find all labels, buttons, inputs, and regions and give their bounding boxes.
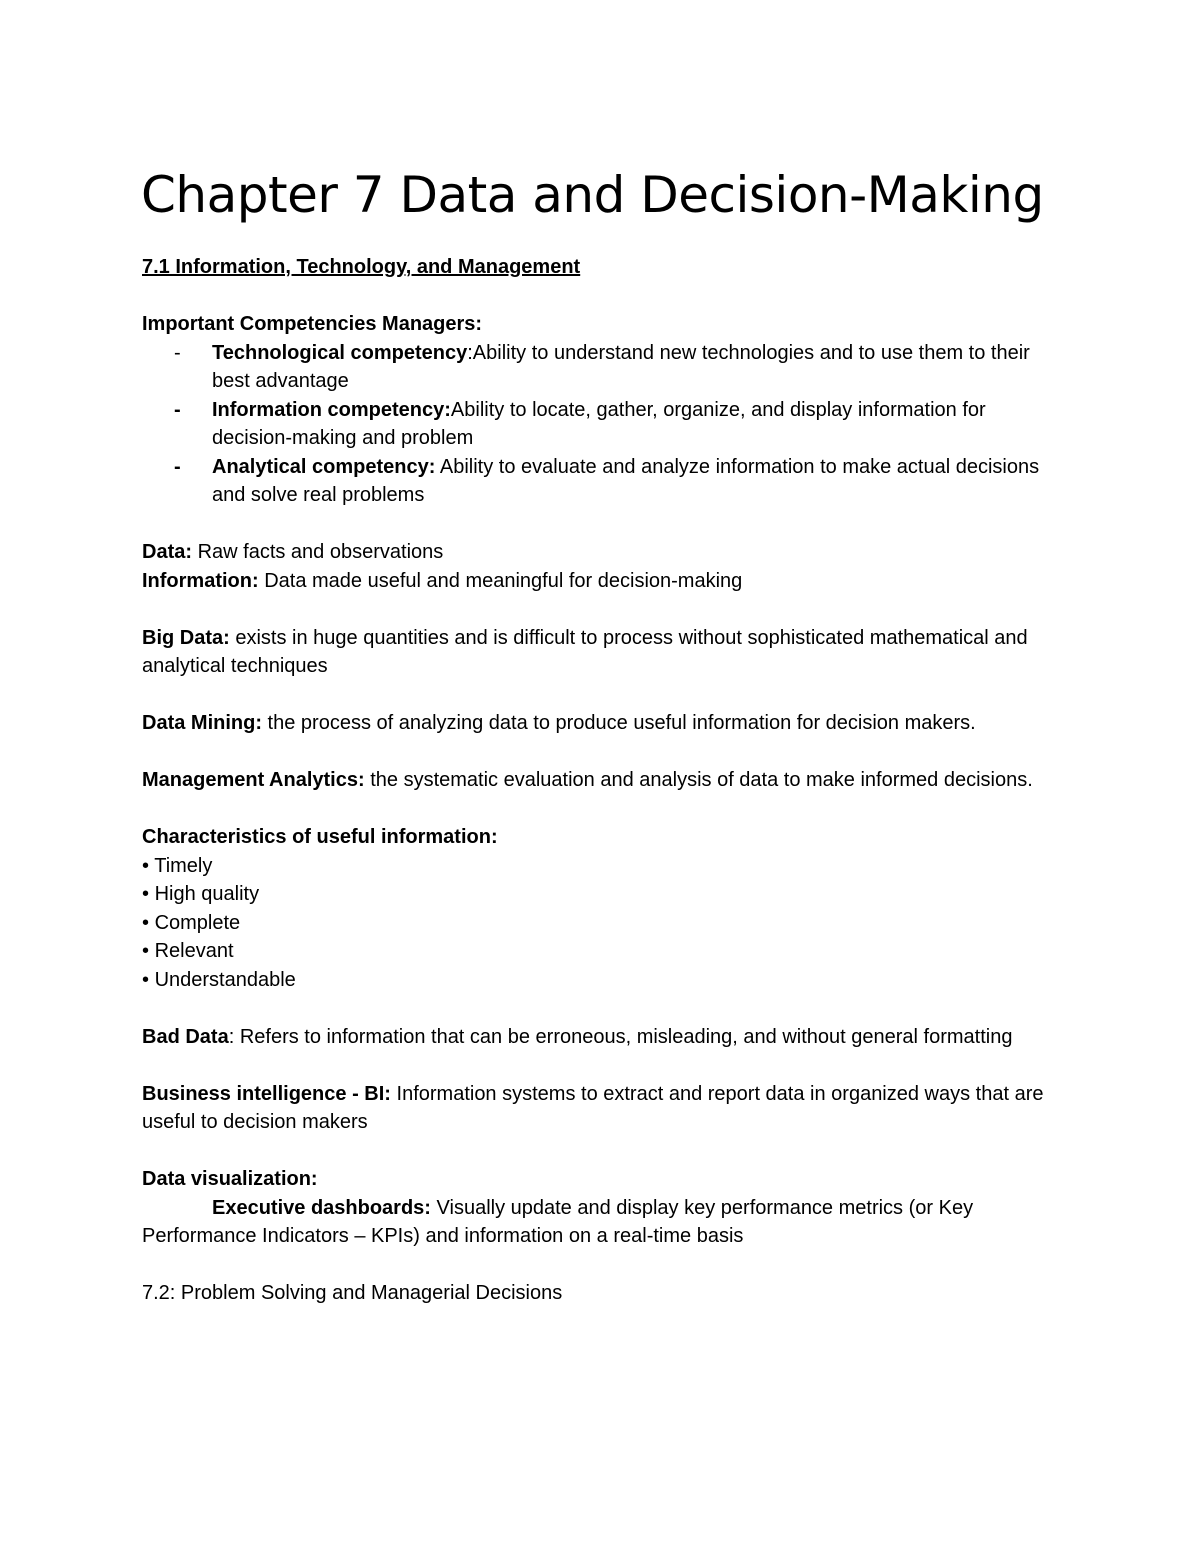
bullet-marker: • — [142, 968, 150, 991]
section-heading: 7.1 Information, Technology, and Management — [142, 256, 581, 278]
characteristic-label: Timely — [154, 854, 213, 877]
competency-description: :Ability to understand new technologies and to use them to their best advantage — [212, 341, 1030, 392]
competency-item-information — [142, 396, 1062, 453]
definition-text: Information systems to extract and report data in organized ways that are useful to decision makers — [142, 1082, 1044, 1133]
bullet-marker: • — [142, 854, 150, 877]
definition-business-intelligence — [142, 1080, 1062, 1137]
characteristic-label: High quality — [154, 883, 260, 905]
definition-term: Big Data: — [142, 626, 230, 649]
definition-term: Data Mining: — [142, 712, 262, 734]
characteristic-item — [142, 966, 1062, 995]
definition-text: the process of analyzing data to produce useful information for decision makers. — [262, 712, 976, 734]
document-body — [142, 253, 1062, 1308]
definition-data — [142, 538, 1062, 567]
definition-term: Business intelligence - BI: — [142, 1082, 391, 1105]
dash-marker: - — [174, 341, 181, 364]
dash-marker: - — [174, 398, 181, 421]
definition-text: Raw facts and observations — [192, 541, 444, 563]
competency-description: Ability to evaluate and analyze information to make actual decisions and solve real problems — [212, 455, 1040, 506]
page-title: Chapter 7 Data and Decision-Making — [141, 166, 1044, 224]
definition-term: Management Analytics: — [142, 769, 365, 791]
competency-description: Ability to locate, gather, organize, and display information for decision-making and problem — [212, 398, 986, 449]
definition-term: Executive dashboards: — [212, 1196, 431, 1219]
competencies-heading: Important Competencies Managers: — [142, 313, 483, 335]
characteristic-item — [142, 937, 1062, 966]
characteristic-label: Understandable — [154, 968, 296, 991]
competency-term: Information competency: — [212, 398, 451, 421]
definition-management-analytics — [142, 766, 1062, 795]
definition-term: Data: — [142, 541, 193, 563]
bullet-marker: • — [142, 911, 150, 934]
definition-term: Information: — [142, 569, 259, 592]
characteristic-label: Complete — [154, 911, 241, 934]
definition-text: the systematic evaluation and analysis of data to make informed decisions. — [364, 769, 1033, 791]
definition-text: exists in huge quantities and is difficult to process without sophisticated mathematical and analytical techniques — [142, 626, 1028, 677]
characteristic-item — [142, 852, 1062, 881]
characteristic-label: Relevant — [154, 940, 234, 962]
characteristic-item — [142, 909, 1062, 938]
definition-data-mining — [142, 709, 1062, 738]
definition-text: Visually update and display key performance metrics (or Key Performance Indicators – KPIs) and information on a real-time basis — [142, 1196, 974, 1247]
characteristics-heading: Characteristics of useful information: — [142, 826, 498, 848]
definition-bad-data — [142, 1023, 1062, 1052]
bullet-marker: • — [142, 940, 150, 962]
competency-item-technological — [142, 339, 1062, 396]
definition-text: : Refers to information that can be erroneous, misleading, and without general formatting — [228, 1025, 1013, 1048]
definition-information — [142, 567, 1062, 596]
next-section-heading: 7.2: Problem Solving and Managerial Decisions — [142, 1282, 563, 1304]
definition-big-data — [142, 624, 1062, 681]
competency-item-analytical — [142, 453, 1062, 510]
definition-executive-dashboards — [142, 1194, 1062, 1251]
dash-marker: - — [174, 455, 181, 478]
data-visualization-heading: Data visualization: — [142, 1168, 318, 1190]
definition-term: Bad Data — [142, 1025, 229, 1048]
definition-text: Data made useful and meaningful for decision-making — [258, 569, 743, 592]
competency-term: Technological competency — [212, 341, 468, 364]
competency-term: Analytical competency: — [212, 455, 436, 478]
characteristic-item — [142, 880, 1062, 909]
bullet-marker: • — [142, 883, 150, 905]
